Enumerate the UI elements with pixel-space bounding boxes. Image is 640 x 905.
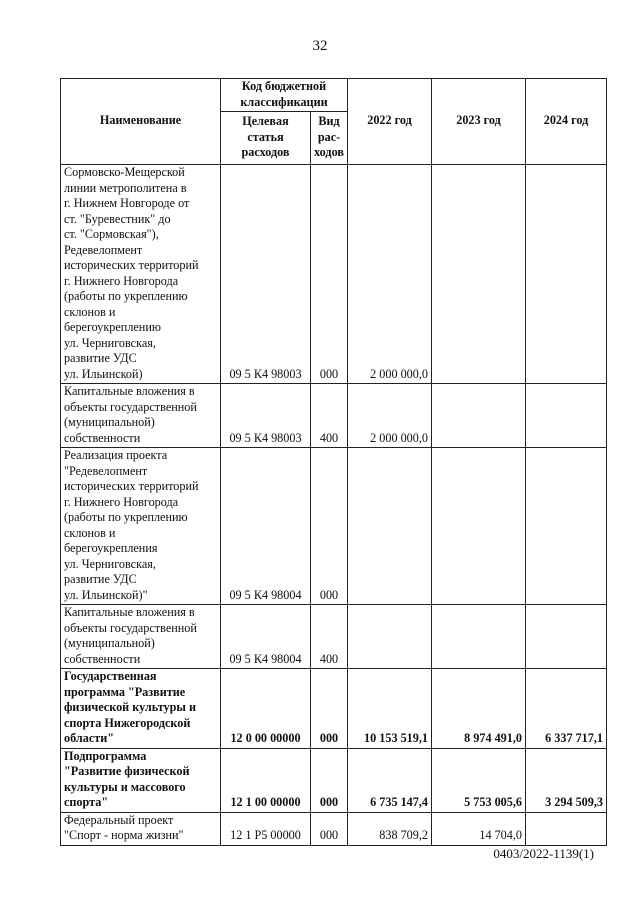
row-amount-2022: 10 153 519,1: [348, 669, 432, 749]
row-expense-kind: 000: [311, 165, 348, 384]
row-amount-2024: 3 294 509,3: [526, 748, 607, 812]
header-2023: 2023 год: [432, 79, 526, 165]
header-name: Наименование: [61, 79, 221, 165]
row-amount-2024: [526, 605, 607, 669]
row-amount-2023: [432, 384, 526, 448]
table-row: [61, 448, 607, 605]
table-row: [61, 812, 607, 845]
row-amount-2024: [526, 384, 607, 448]
row-name: Федеральный проект "Спорт - норма жизни": [61, 812, 221, 845]
row-amount-2023: [432, 165, 526, 384]
header-2022: 2022 год: [348, 79, 432, 165]
row-expense-kind: 000: [311, 669, 348, 749]
budget-table: [60, 78, 607, 846]
row-target-article: 09 5 К4 98004: [221, 448, 311, 605]
row-name: Государственная программа "Развитие физической культуры и спорта Нижегородской области": [61, 669, 221, 749]
row-amount-2023: [432, 605, 526, 669]
row-target-article: 12 0 00 00000: [221, 669, 311, 749]
header-expense-kind: Вид рас- ходов: [311, 112, 348, 165]
row-amount-2022: 6 735 147,4: [348, 748, 432, 812]
row-name: Сормовско-Мещерской линии метрополитена в г. Нижнем Новгороде от ст. "Буревестник" до ст. "Сормовская"), Редевелопмент исторических территорий г. Нижнего Новгорода (работы по укреплению склонов и берегоукреплению ул. Черниговская, развитие УДС ул. Ильинской): [61, 165, 221, 384]
row-amount-2022: [348, 605, 432, 669]
row-target-article: 09 5 К4 98004: [221, 605, 311, 669]
row-amount-2024: [526, 165, 607, 384]
table-row: [61, 669, 607, 749]
row-expense-kind: 400: [311, 384, 348, 448]
row-expense-kind: 000: [311, 748, 348, 812]
header-target-article: Целевая статья расходов: [221, 112, 311, 165]
row-amount-2024: 6 337 717,1: [526, 669, 607, 749]
header-2024: 2024 год: [526, 79, 607, 165]
page-number: 32: [312, 38, 328, 54]
row-amount-2024: [526, 448, 607, 605]
row-target-article: 12 1 P5 00000: [221, 812, 311, 845]
row-target-article: 09 5 К4 98003: [221, 165, 311, 384]
row-amount-2023: 8 974 491,0: [432, 669, 526, 749]
row-expense-kind: 000: [311, 812, 348, 845]
row-amount-2023: [432, 448, 526, 605]
table-row: [61, 165, 607, 384]
row-target-article: 09 5 К4 98003: [221, 384, 311, 448]
row-expense-kind: 400: [311, 605, 348, 669]
header-code-group: Код бюджетной классификации: [221, 79, 348, 112]
row-amount-2022: 2 000 000,0: [348, 384, 432, 448]
row-amount-2022: 838 709,2: [348, 812, 432, 845]
row-target-article: 12 1 00 00000: [221, 748, 311, 812]
row-amount-2022: [348, 448, 432, 605]
row-name: Капитальные вложения в объекты государственной (муниципальной) собственности: [61, 605, 221, 669]
row-name: Реализация проекта "Редевелопмент исторических территорий г. Нижнего Новгорода (работы по укреплению склонов и берегоукрепления ул. Черниговская, развитие УДС ул. Ильинской)": [61, 448, 221, 605]
document-code: 0403/2022-1139(1): [493, 846, 594, 861]
row-amount-2022: 2 000 000,0: [348, 165, 432, 384]
table-row: [61, 384, 607, 448]
row-amount-2024: [526, 812, 607, 845]
row-amount-2023: 14 704,0: [432, 812, 526, 845]
row-expense-kind: 000: [311, 448, 348, 605]
row-name: Капитальные вложения в объекты государственной (муниципальной) собственности: [61, 384, 221, 448]
row-amount-2023: 5 753 005,6: [432, 748, 526, 812]
row-name: Подпрограмма "Развитие физической культуры и массового спорта": [61, 748, 221, 812]
table-body: [61, 165, 607, 846]
table-row: [61, 748, 607, 812]
table-row: [61, 605, 607, 669]
